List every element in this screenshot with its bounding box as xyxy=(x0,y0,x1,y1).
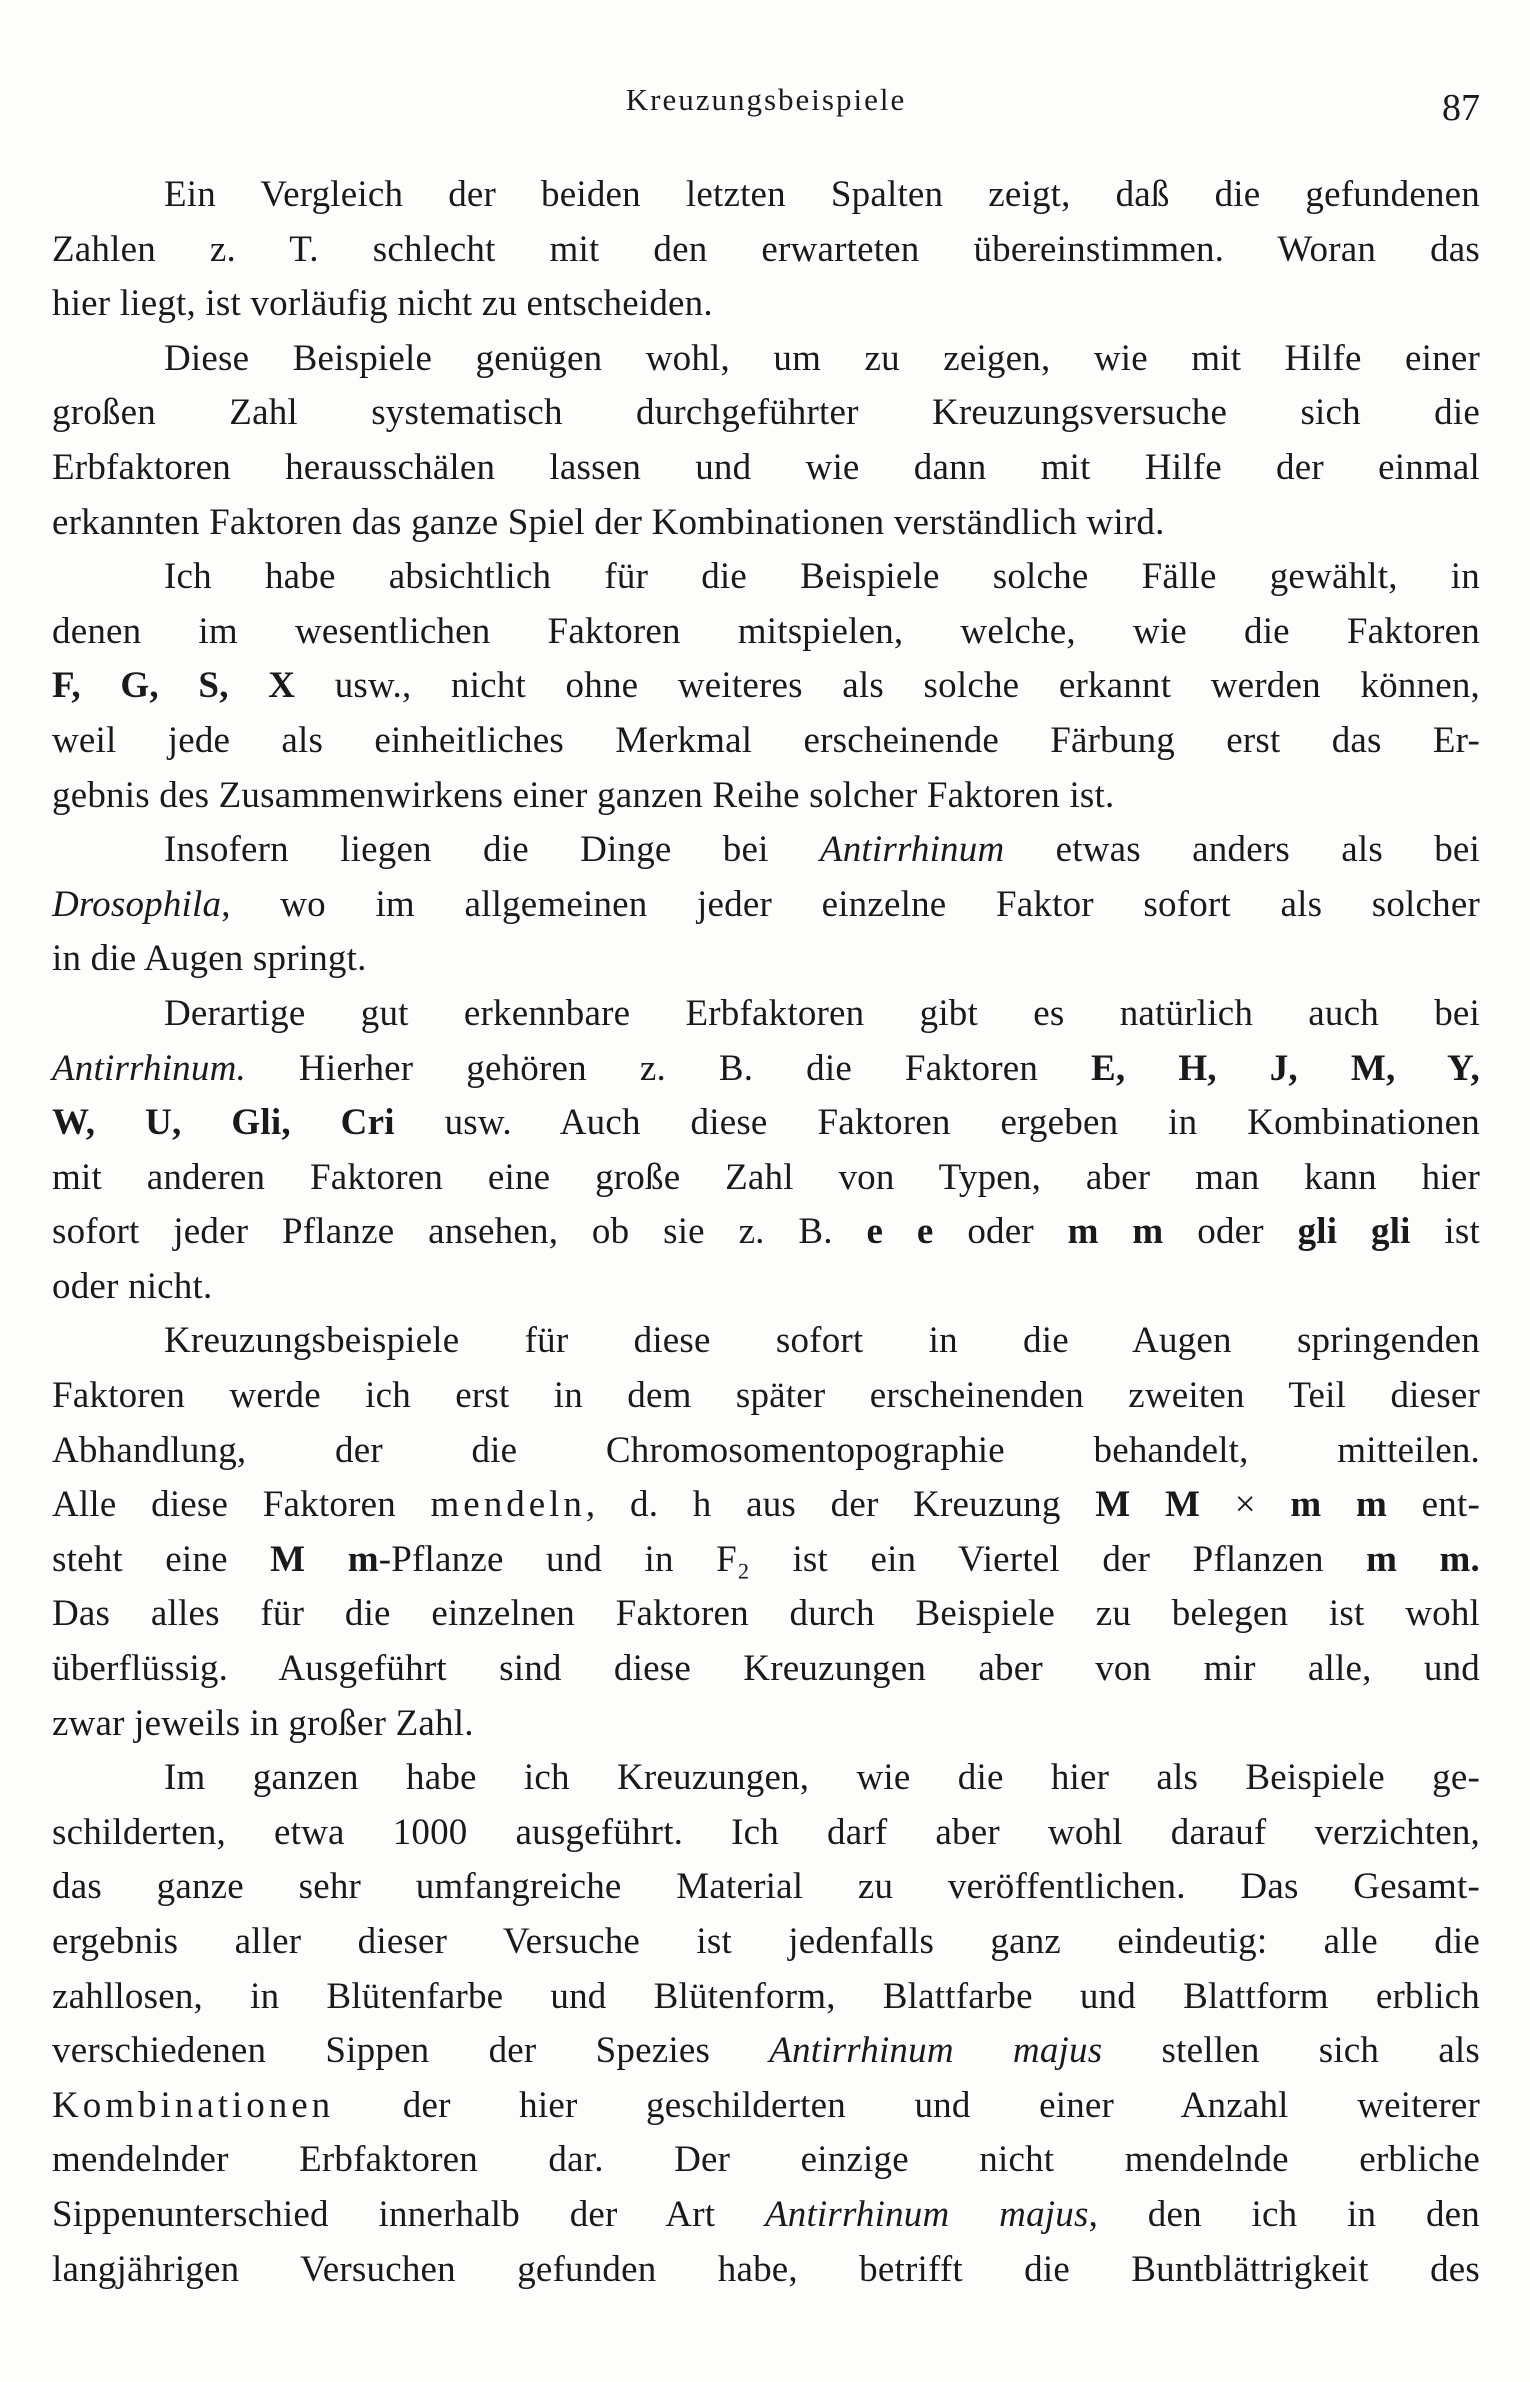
page-number: 87 xyxy=(1442,87,1480,129)
spaced-text: Kombinationen xyxy=(52,2084,335,2126)
text-line xyxy=(52,2024,1480,2079)
text-line xyxy=(52,1860,1480,1915)
text-segment: oder xyxy=(1163,1211,1298,1253)
text-line xyxy=(52,2243,1480,2298)
text-segment: überflüssig. Ausgeführt sind diese Kreuzungen aber von mir alle, und xyxy=(52,1648,1480,1690)
text-segment: denen im wesentlichen Faktoren mitspielen, welche, wie die Faktoren xyxy=(52,610,1480,652)
running-head xyxy=(52,78,1480,128)
text-segment: schilderten, etwa 1000 ausgeführt. Ich darf aber wohl darauf verzichten, xyxy=(52,1811,1480,1853)
text-line xyxy=(52,1424,1480,1479)
text-line xyxy=(52,332,1480,387)
text-line xyxy=(52,1915,1480,1970)
bold-text: W, U, Gli, Cri xyxy=(52,1102,395,1144)
text-segment: , d. h aus der Kreuzung xyxy=(585,1484,1096,1526)
italic-text: Antirrhinum majus xyxy=(769,2030,1103,2072)
text-line xyxy=(52,2079,1480,2134)
text-segment: Ein Vergleich der beiden letzten Spalten zeigt, daß die gefundenen xyxy=(164,174,1480,215)
text-line xyxy=(52,769,1480,824)
text-line xyxy=(52,932,1480,987)
text-segment: Kreuzungsbeispiele für diese sofort in die Augen springenden xyxy=(164,1320,1480,1362)
text-segment: ist xyxy=(1410,1211,1480,1253)
text-segment: Sippenunterschied innerhalb der Art xyxy=(52,2193,765,2235)
text-segment: der hier geschilderten und einer Anzahl weiterer xyxy=(334,2084,1480,2126)
text-line xyxy=(52,277,1480,332)
text-segment: Abhandlung, der die Chromosomentopographie behandelt, mitteilen. xyxy=(52,1429,1480,1471)
running-title: Kreuzungsbeispiele xyxy=(625,82,907,117)
text-line xyxy=(52,1751,1480,1806)
italic-text: Antirrhinum. xyxy=(52,1047,246,1089)
text-line xyxy=(52,1697,1480,1752)
text-segment: Im ganzen habe ich Kreuzungen, wie die hier als Beispiele ge- xyxy=(164,1757,1480,1799)
text-line xyxy=(52,168,1480,223)
bold-text: m m xyxy=(1067,1211,1164,1253)
bold-text: E, H, J, M, Y, xyxy=(1091,1047,1480,1089)
text-segment: Das alles für die einzelnen Faktoren durch Beispiele zu belegen ist wohl xyxy=(52,1593,1480,1635)
text-line xyxy=(52,1314,1480,1369)
text-line xyxy=(52,1260,1480,1315)
text-segment: oder xyxy=(933,1211,1068,1253)
text-line xyxy=(52,550,1480,605)
text-line xyxy=(52,386,1480,441)
text-segment: mendelnder Erbfaktoren dar. Der einzige nicht mendelnde erbliche xyxy=(52,2139,1480,2181)
text-line xyxy=(52,223,1480,278)
text-segment: langjährigen Versuchen gefunden habe, betrifft die Buntblättrigkeit des xyxy=(52,2248,1480,2290)
text-segment: Erbfaktoren herausschälen lassen und wie dann mit Hilfe der einmal xyxy=(52,446,1480,488)
text-segment: , wo im allgemeinen jeder einzelne Faktor sofort als solcher xyxy=(221,883,1480,925)
text-segment: Zahlen z. T. schlecht mit den erwarteten übereinstimmen. Woran das xyxy=(52,228,1480,270)
text-line xyxy=(52,496,1480,551)
text-segment: -Pflanze und in F₂ ist ein Viertel der Pflanzen xyxy=(378,1538,1367,1580)
text-line xyxy=(52,987,1480,1042)
text-segment: steht eine xyxy=(52,1538,271,1580)
bold-text: M M xyxy=(1095,1484,1201,1526)
text-segment: Ich habe absichtlich für die Beispiele solche Fälle gewählt, in xyxy=(164,556,1480,598)
text-segment: Faktoren werde ich erst in dem später erscheinenden zweiten Teil dieser xyxy=(52,1375,1480,1417)
text-segment: stellen sich als xyxy=(1102,2030,1481,2072)
text-line xyxy=(52,1533,1480,1588)
text-segment: zwar jeweils in großer Zahl. xyxy=(52,1702,474,1744)
bold-text: gli gli xyxy=(1297,1211,1411,1253)
text-line xyxy=(52,1096,1480,1151)
text-line xyxy=(52,1587,1480,1642)
body-text xyxy=(52,168,1480,2297)
text-line xyxy=(52,659,1480,714)
text-line xyxy=(52,605,1480,660)
text-segment: großen Zahl systematisch durchgeführter Kreuzungsversuche sich die xyxy=(52,392,1480,434)
text-segment: erkannten Faktoren das ganze Spiel der Kombinationen verständlich wird. xyxy=(52,501,1165,543)
text-line xyxy=(52,2188,1480,2243)
text-line xyxy=(52,878,1480,933)
text-line xyxy=(52,1806,1480,1861)
text-segment: oder nicht. xyxy=(52,1265,213,1307)
text-line xyxy=(52,1478,1480,1533)
text-segment: ergebnis aller dieser Versuche ist jedenfalls ganz eindeutig: alle die xyxy=(52,1921,1480,1962)
text-segment: Derartige gut erkennbare Erbfaktoren gibt es natürlich auch bei xyxy=(164,992,1480,1034)
bold-text: m m xyxy=(1290,1484,1388,1526)
text-segment: etwas anders als bei xyxy=(1004,829,1480,871)
text-line xyxy=(52,441,1480,496)
text-segment: × xyxy=(1200,1484,1291,1526)
text-line xyxy=(52,1042,1480,1097)
text-line xyxy=(52,2133,1480,2188)
text-segment: zahllosen, in Blütenfarbe und Blütenform, Blattfarbe und Blattform erblich xyxy=(52,1975,1480,2017)
text-segment: sofort jeder Pflanze ansehen, ob sie z. B. xyxy=(52,1211,867,1253)
bold-text: M m xyxy=(270,1538,379,1580)
text-segment: mit anderen Faktoren eine große Zahl von Typen, aber man kann hier xyxy=(52,1156,1480,1198)
text-line xyxy=(52,1970,1480,2025)
text-line xyxy=(52,1642,1480,1697)
text-segment: hier liegt, ist vorläufig nicht zu entscheiden. xyxy=(52,283,713,325)
spaced-text: mendeln xyxy=(430,1484,586,1526)
text-segment: ent- xyxy=(1387,1484,1481,1526)
text-segment: weil jede als einheitliches Merkmal erscheinende Färbung erst das Er- xyxy=(52,719,1480,761)
text-segment: gebnis des Zusammenwirkens einer ganzen Reihe solcher Faktoren ist. xyxy=(52,774,1115,816)
text-line xyxy=(52,1151,1480,1206)
italic-text: Drosophila xyxy=(52,883,222,925)
italic-text: Antirrhinum xyxy=(819,829,1005,871)
text-segment: verschiedenen Sippen der Spezies xyxy=(52,2030,770,2072)
text-segment: Hierher gehören z. B. die Faktoren xyxy=(245,1047,1092,1089)
text-segment: , den ich in den xyxy=(1088,2193,1481,2235)
text-segment: usw. Auch diese Faktoren ergeben in Kombinationen xyxy=(394,1102,1481,1144)
text-line xyxy=(52,1369,1480,1424)
text-segment: in die Augen springt. xyxy=(52,938,367,980)
text-segment: das ganze sehr umfangreiche Material zu veröffentlichen. Das Gesamt- xyxy=(52,1866,1480,1908)
text-line xyxy=(52,714,1480,769)
text-segment: Diese Beispiele genügen wohl, um zu zeigen, wie mit Hilfe einer xyxy=(164,337,1480,379)
text-segment: usw., nicht ohne weiteres als solche erkannt werden können, xyxy=(295,665,1480,707)
bold-text: m m. xyxy=(1366,1538,1480,1580)
bold-text: F, G, S, X xyxy=(52,665,296,707)
italic-text: Antirrhinum majus xyxy=(764,2193,1089,2235)
text-segment: Alle diese Faktoren xyxy=(52,1484,431,1526)
text-line xyxy=(52,823,1480,878)
text-segment: Insofern liegen die Dinge bei xyxy=(164,829,820,871)
text-line xyxy=(52,1205,1480,1260)
bold-text: e e xyxy=(866,1211,934,1253)
